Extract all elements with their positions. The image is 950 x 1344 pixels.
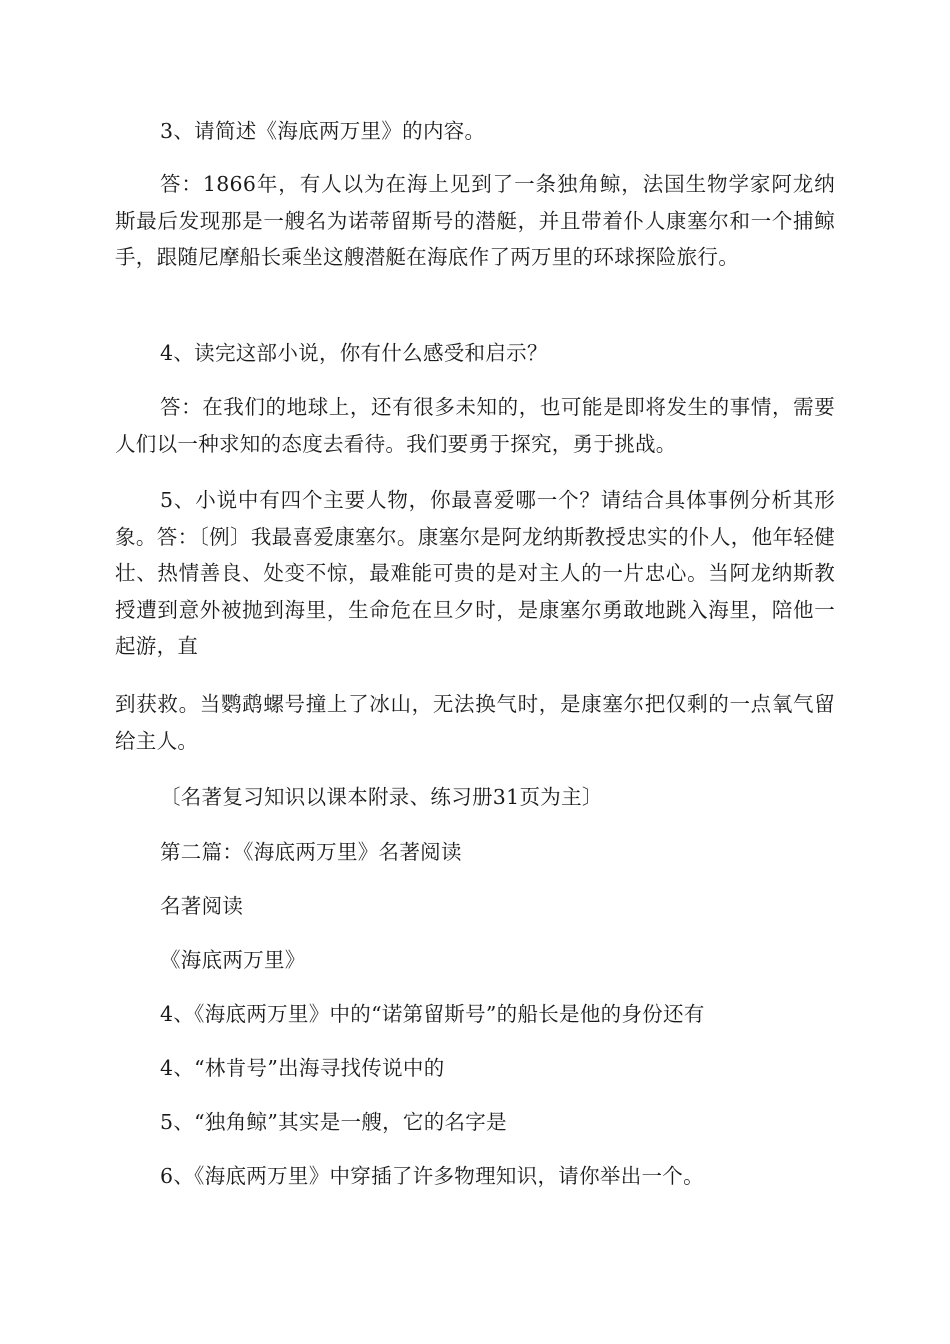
item-4-captain: 4、《海底两万里》中的“诺第留斯号”的船长是他的身份还有 xyxy=(160,1002,705,1026)
book-title: 《海底两万里》 xyxy=(160,948,306,972)
item-5-narwhal: 5、“独角鲸”其实是一艘，它的名字是 xyxy=(160,1110,507,1134)
question-3: 3、请简述《海底两万里》的内容。 xyxy=(160,119,486,143)
part-two-title: 第二篇：《海底两万里》名著阅读 xyxy=(160,840,462,864)
section-heading: 名著阅读 xyxy=(160,894,244,918)
question-4: 4、读完这部小说，你有什么感受和启示？ xyxy=(160,341,548,365)
answer-4: 答：在我们的地球上，还有很多未知的，也可能是即将发生的事情，需要人们以一种求知的态度去看待。我们要勇于探究，勇于挑战。 xyxy=(115,395,835,456)
item-4-lincoln: 4、“林肯号”出海寻找传说中的 xyxy=(160,1056,445,1080)
review-note: 〔名著复习知识以课本附录、练习册31页为主〕 xyxy=(160,785,603,809)
item-6-physics: 6、《海底两万里》中穿插了许多物理知识，请你举出一个。 xyxy=(160,1164,704,1188)
answer-3: 答：1866年，有人以为在海上见到了一条独角鲸，法国生物学家阿龙纳斯最后发现那是一艘名为诺蒂留斯号的潜艇，并且带着仆人康塞尔和一个捕鲸手，跟随尼摩船长乘坐这艘潜艇在海底作了两万里的环球探险旅行。 xyxy=(115,172,835,269)
question-5: 5、小说中有四个主要人物，你最喜爱哪一个？请结合具体事例分析其形象。答：〔例〕我最喜爱康塞尔。康塞尔是阿龙纳斯教授忠实的仆人，他年轻健壮、热情善良、处变不惊，最难能可贵的是对主人的一片忠心。当阿龙纳斯教授遭到意外被抛到海里，生命危在旦夕时，是康塞尔勇敢地跳入海里，陪他一起游，直 xyxy=(115,488,835,658)
answer-5-continued: 到获救。当鹦鹉螺号撞上了冰山，无法换气时，是康塞尔把仅剩的一点氧气留给主人。 xyxy=(115,692,835,753)
